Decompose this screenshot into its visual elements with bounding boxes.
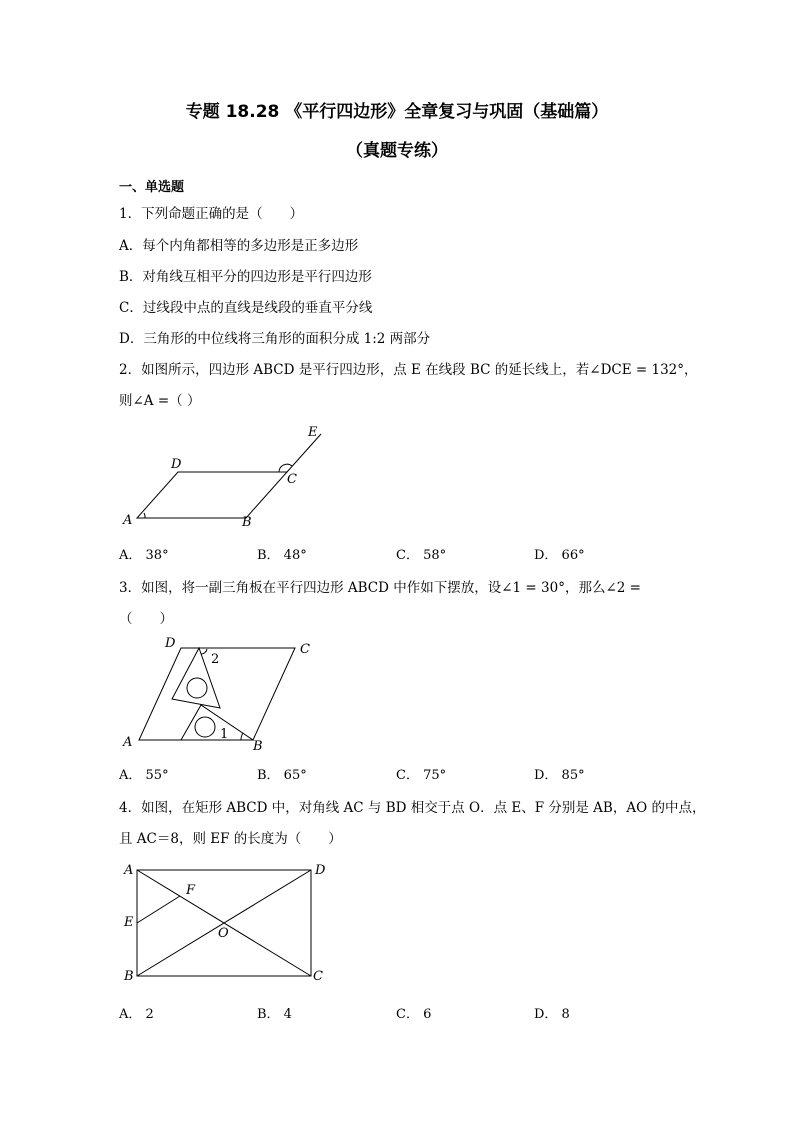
- q1-option-b: B．对角线互相平分的四边形是平行四边形: [119, 269, 372, 285]
- document-subtitle: （真题专练）: [346, 141, 448, 161]
- q4-label-d: D: [315, 863, 326, 878]
- q3-label-d: D: [165, 636, 176, 651]
- q4-label-a: A: [124, 863, 134, 878]
- q3-angle-1-mark: [241, 733, 243, 740]
- q1-option-d: D．三角形的中位线将三角形的面积分成 1:2 两部分: [119, 331, 431, 347]
- q3-stem-line1: 3．如图，将一副三角板在平行四边形 ABCD 中作如下摆放，设∠1 = 30°，那么∠2 =: [119, 580, 641, 596]
- q3-label-b: B: [253, 739, 263, 754]
- q2-stem-line1: 2．如图所示，四边形 ABCD 是平行四边形，点 E 在线段 BC 的延长线上，若∠DCE = 132°，: [119, 362, 698, 378]
- q1-stem: 1．下列命题正确的是（ ）: [119, 206, 304, 222]
- q4-label-o: O: [218, 926, 229, 941]
- q4-label-b: B: [124, 969, 134, 984]
- q4-option-b: B． 4: [257, 1007, 292, 1022]
- q4-stem-line1: 4．如图，在矩形 ABCD 中，对角线 AC 与 BD 相交于点 O．点 E、F 分别是 AB，AO 的中点，: [119, 800, 706, 816]
- q3-label-2: 2: [211, 652, 220, 667]
- q3-label-c: C: [300, 642, 310, 657]
- q3-triangle-rulers-figure: [115, 632, 325, 754]
- q2-label-a: A: [123, 513, 133, 528]
- section-heading: 一、单选题: [119, 180, 185, 195]
- q4-rectangle-figure: [115, 856, 335, 991]
- q3-option-d: D． 85°: [534, 768, 585, 783]
- q2-parallelogram: [137, 472, 287, 518]
- q3-ruler-2-hole: [195, 717, 215, 737]
- q2-label-e: E: [308, 425, 318, 440]
- q4-option-c: C． 6: [396, 1007, 432, 1022]
- q3-option-b: B． 65°: [257, 768, 307, 783]
- q3-stem-line2: （ ）: [119, 611, 173, 627]
- q4-stem-line2: 且 AC＝8，则 EF 的长度为（ ）: [119, 831, 342, 847]
- q3-option-c: C． 75°: [396, 768, 447, 783]
- q2-option-a: A． 38°: [119, 548, 169, 563]
- q1-option-a: A．每个内角都相等的多边形是正多边形: [119, 238, 359, 254]
- q3-angle-2-mark: [201, 649, 207, 654]
- q2-stem-line2: 则∠A =（ ）: [119, 393, 201, 409]
- document-title: 专题 18.28 《平行四边形》全章复习与巩固（基础篇）: [185, 102, 609, 122]
- q4-option-d: D． 8: [534, 1007, 570, 1022]
- q4-option-a: A． 2: [119, 1007, 154, 1022]
- q2-label-d: D: [171, 457, 182, 472]
- q4-label-c: C: [313, 969, 323, 984]
- q3-ruler-1-hole: [187, 678, 207, 698]
- q4-segment-ef: [137, 896, 180, 923]
- q2-parallelogram-figure: [115, 420, 345, 535]
- q2-angle-a-mark: [144, 513, 145, 518]
- q3-label-a: A: [123, 735, 133, 750]
- q2-label-c: C: [287, 472, 297, 487]
- q3-label-1: 1: [220, 727, 229, 742]
- q2-option-b: B． 48°: [257, 548, 307, 563]
- q2-label-b: B: [242, 515, 252, 530]
- q3-option-a: A． 55°: [119, 768, 169, 783]
- q4-label-e: E: [124, 915, 134, 930]
- q4-label-f: F: [186, 883, 196, 898]
- q1-option-c: C．过线段中点的直线是线段的垂直平分线: [119, 300, 373, 316]
- q2-option-c: C． 58°: [396, 548, 447, 563]
- q2-option-d: D． 66°: [534, 548, 585, 563]
